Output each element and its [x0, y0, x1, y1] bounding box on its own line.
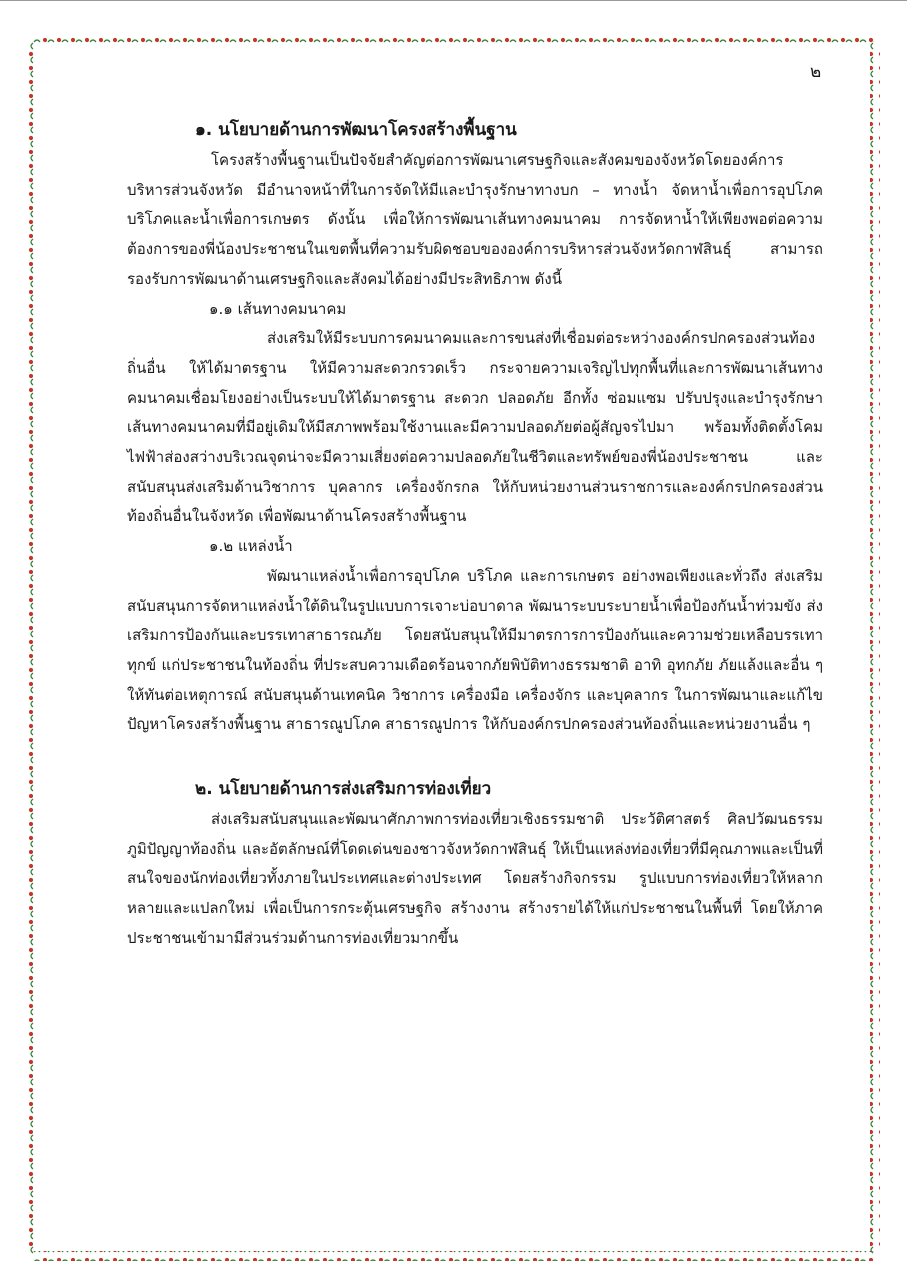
document-body [127, 114, 823, 954]
section-1-intro: โครงสร้างพื้นฐานเป็นปัจจัยสำคัญต่อการพัฒนาเศรษฐกิจและสังคมของจังหวัดโดยองค์การบริหารส่วนจังหวัด มีอำนาจหน้าที่ในการจัดให้มีและบำรุงรักษาทางบก – ทางน้ำ จัดหาน้ำเพื่อการอุปโภคบริโภคและน้ำเพื่อการเกษตร ดังนั้น เพื่อให้การพัฒนาเส้นทางคมนาคม การจัดหาน้ำให้เพียงพอต่อความต้องการของพี่น้องประชาชนในเขตพื้นที่ความรับผิดชอบขององค์การบริหารส่วนจังหวัดกาฬสินธุ์ สามารถรองรับการพัฒนาด้านเศรษฐกิจและสังคมได้อย่างมีประสิทธิภาพ ดังนี้ [127, 151, 823, 288]
section-2-heading: ๒. นโยบายด้านการส่งเสริมการท่องเที่ยว [195, 779, 492, 800]
subsection-1-1-title: ๑.๑ เส้นทางคมนาคม [209, 299, 347, 318]
subsection-1-2-body: พัฒนาแหล่งน้ำเพื่อการอุปโภค บริโภค และการเกษตร อย่างพอเพียงและทั่วถึง ส่งเสริมสนับสนุนการจัดหาแหล่งน้ำใต้ดินในรูปแบบการเจาะบ่อบาดาล พัฒนาระบบระบายน้ำเพื่อป้องกันน้ำท่วมขัง ส่งเสริมการป้องกันและบรรเทาสาธารณภัย โดยสนับสนุนให้มีมาตรการการป้องกันและความช่วยเหลือบรรเทาทุกข์ แก่ประชาชนในท้องถิ่น ที่ประสบความเดือดร้อนจากภัยพิบัติทางธรรมชาติ อาทิ อุทกภัย ภัยแล้งและอื่น ๆ ให้ทันต่อเหตุการณ์ สนับสนุนด้านเทคนิค วิชาการ เครื่องมือ เครื่องจักร และบุคลากร ในการพัฒนาและแก้ไขปัญหาโครงสร้างพื้นฐาน สาธารณูปโภค สาธารณูปการ ให้กับองค์กรปกครองส่วนท้องถิ่นและหน่วยงานอื่น ๆ [127, 566, 823, 734]
page-number: ๒ [810, 62, 822, 82]
section-1-heading: ๑. นโยบายด้านการพัฒนาโครงสร้างพื้นฐาน [195, 120, 517, 140]
subsection-1-1-body: ส่งเสริมให้มีระบบการคมนาคมและการขนส่งที่เชื่อมต่อระหว่างองค์กรปกครองส่วนท้องถิ่นอื่น ให้ได้มาตรฐาน ให้มีความสะดวกรวดเร็ว กระจายความเจริญไปทุกพื้นที่และการพัฒนาเส้นทางคมนาคมเชื่อมโยงอย่างเป็นระบบให้ได้มาตรฐาน สะดวก ปลอดภัย อีกทั้ง ซ่อมแซม ปรับปรุงและบำรุงรักษา เส้นทางคมนาคมที่มีอยู่เดิมให้มีสภาพพร้อมใช้งานและมีความปลอดภัยต่อผู้สัญจรไปมา พร้อมทั้งติดตั้งโคมไฟฟ้าส่องสว่างบริเวณจุดน่าจะมีความเสี่ยงต่อความปลอดภัยในชีวิตและทรัพย์ของพี่น้องประชาชน และสนับสนุนส่งเสริมด้านวิชาการ บุคลากร เครื่องจักรกล ให้กับหน่วยงานส่วนราชการและองค์กรปกครองส่วนท้องถิ่นอื่นในจังหวัด เพื่อพัฒนาด้านโครงสร้างพื้นฐาน [127, 329, 823, 526]
subsection-1-2-title: ๑.๒ แหล่งน้ำ [209, 537, 293, 556]
section-spacer [127, 740, 823, 773]
top-divider [0, 0, 907, 1]
section-2-intro: ส่งเสริมสนับสนุนและพัฒนาศักภาพการท่องเที่ยวเชิงธรรมชาติ ประวัติศาสตร์ ศิลปวัฒนธรรม ภูมิปัญญาท้องถิ่น และอัตลักษณ์ที่โดดเด่นของชาวจังหวัดกาฬสินธุ์ ให้เป็นแหล่งท่องเที่ยวที่มีคุณภาพและเป็นที่สนใจของนักท่องเที่ยวทั้งภายในประเทศและต่างประเทศ โดยสร้างกิจกรรม รูปแบบการท่องเที่ยวให้หลากหลายและแปลกใหม่ เพื่อเป็นการกระตุ้นเศรษฐกิจ สร้างงาน สร้างรายได้ให้แก่ประชาชนในพื้นที่ โดยให้ภาคประชาชนเข้ามามีส่วนร่วมด้านการท่องเที่ยวมากขึ้น [127, 810, 823, 947]
